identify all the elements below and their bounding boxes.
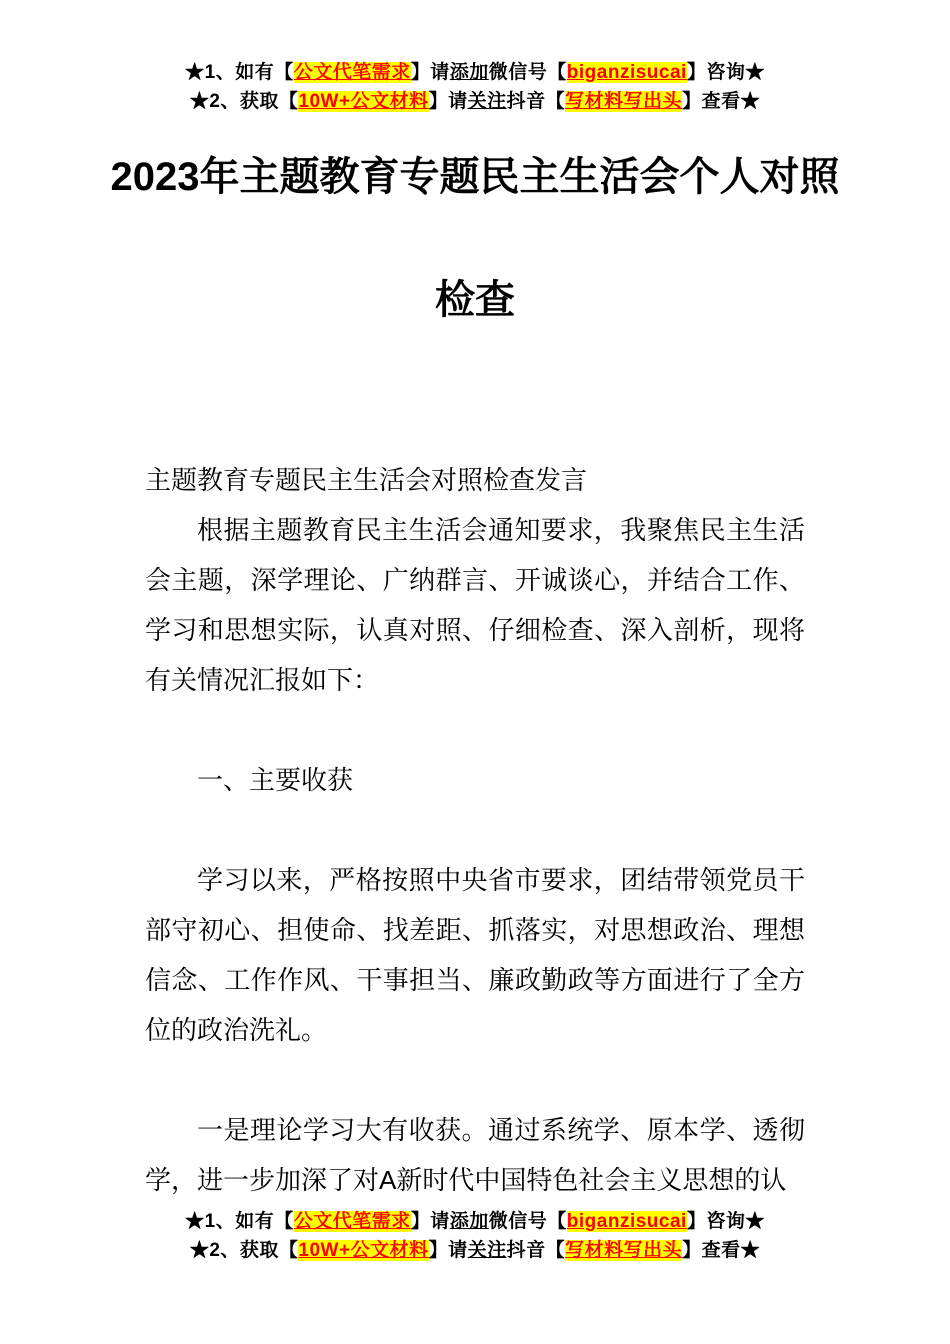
promo-segment-plain: 微信号【 <box>488 62 567 83</box>
promo-segment-plain: 抖音【 <box>506 1240 566 1261</box>
body-paragraph: 学习以来，严格按照中央省市要求，团结带领党员干部守初心、担使命、找差距、抓落实，对思想政治、理想信念、工作作风、干事担当、廉政勤政等方面进行了全方位的政治洗礼。 <box>145 865 805 1045</box>
section-heading: 一、主要收获 <box>197 765 354 795</box>
promo-segment-underline: 关注 <box>467 91 507 112</box>
blank-line <box>145 1055 805 1105</box>
promo-segment-highlight: biganzisucai <box>566 1211 687 1232</box>
promo-segment-plain: 】查看★ <box>682 1240 761 1261</box>
document-title <box>0 146 950 331</box>
blank-line <box>145 805 805 855</box>
promo-segment-plain: ★1、如有【 <box>185 62 294 83</box>
promo-segment-underline: 添加 <box>449 62 489 83</box>
promo-segment-highlight: 10W+公文材料 <box>298 91 429 112</box>
promo-segment-plain: ★2、获取【 <box>189 1240 299 1261</box>
promo-banner-top <box>0 0 950 116</box>
promo-line <box>0 58 950 87</box>
promo-segment-highlight: 公文代笔需求 <box>293 62 411 83</box>
promo-segment-highlight: 公文代笔需求 <box>293 1211 411 1232</box>
promo-segment-plain: 】请 <box>428 1240 468 1261</box>
promo-segment-underline: 关注 <box>467 1240 507 1261</box>
document-body <box>145 455 805 1205</box>
body-paragraph: 主题教育专题民主生活会对照检查发言 <box>145 465 588 495</box>
promo-segment-plain: 】查看★ <box>682 91 761 112</box>
promo-line <box>0 87 950 116</box>
promo-segment-plain: 】咨询★ <box>686 1211 765 1232</box>
promo-segment-highlight: biganzisucai <box>566 62 687 83</box>
promo-line <box>0 1207 950 1236</box>
document-title-line: 检查 <box>435 278 515 322</box>
promo-segment-plain: 】请 <box>428 91 468 112</box>
promo-segment-highlight: 写材料写出头 <box>565 1240 683 1261</box>
promo-segment-plain: ★1、如有【 <box>185 1211 294 1232</box>
promo-segment-plain: 微信号【 <box>488 1211 567 1232</box>
promo-segment-plain: 】咨询★ <box>686 62 765 83</box>
promo-segment-plain: 】请 <box>410 62 450 83</box>
promo-banner-bottom <box>0 1207 950 1265</box>
promo-segment-highlight: 10W+公文材料 <box>298 1240 429 1261</box>
promo-line <box>0 1236 950 1265</box>
promo-segment-plain: 】请 <box>410 1211 450 1232</box>
body-paragraph: 一是理论学习大有收获。通过系统学、原本学、透彻学，进一步加深了对A新时代中国特色社会主义思想的认 <box>145 1115 805 1195</box>
promo-segment-plain: ★2、获取【 <box>189 91 299 112</box>
body-paragraph: 根据主题教育民主生活会通知要求，我聚焦民主生活会主题，深学理论、广纳群言、开诚谈心，并结合工作、学习和思想实际，认真对照、仔细检查、深入剖析，现将有关情况汇报如下： <box>145 515 805 695</box>
promo-segment-plain: 抖音【 <box>506 91 566 112</box>
document-title-line: 2023年主题教育专题民主生活会个人对照 <box>110 155 840 199</box>
promo-segment-highlight: 写材料写出头 <box>565 91 683 112</box>
promo-segment-underline: 添加 <box>449 1211 489 1232</box>
blank-line <box>145 705 805 755</box>
